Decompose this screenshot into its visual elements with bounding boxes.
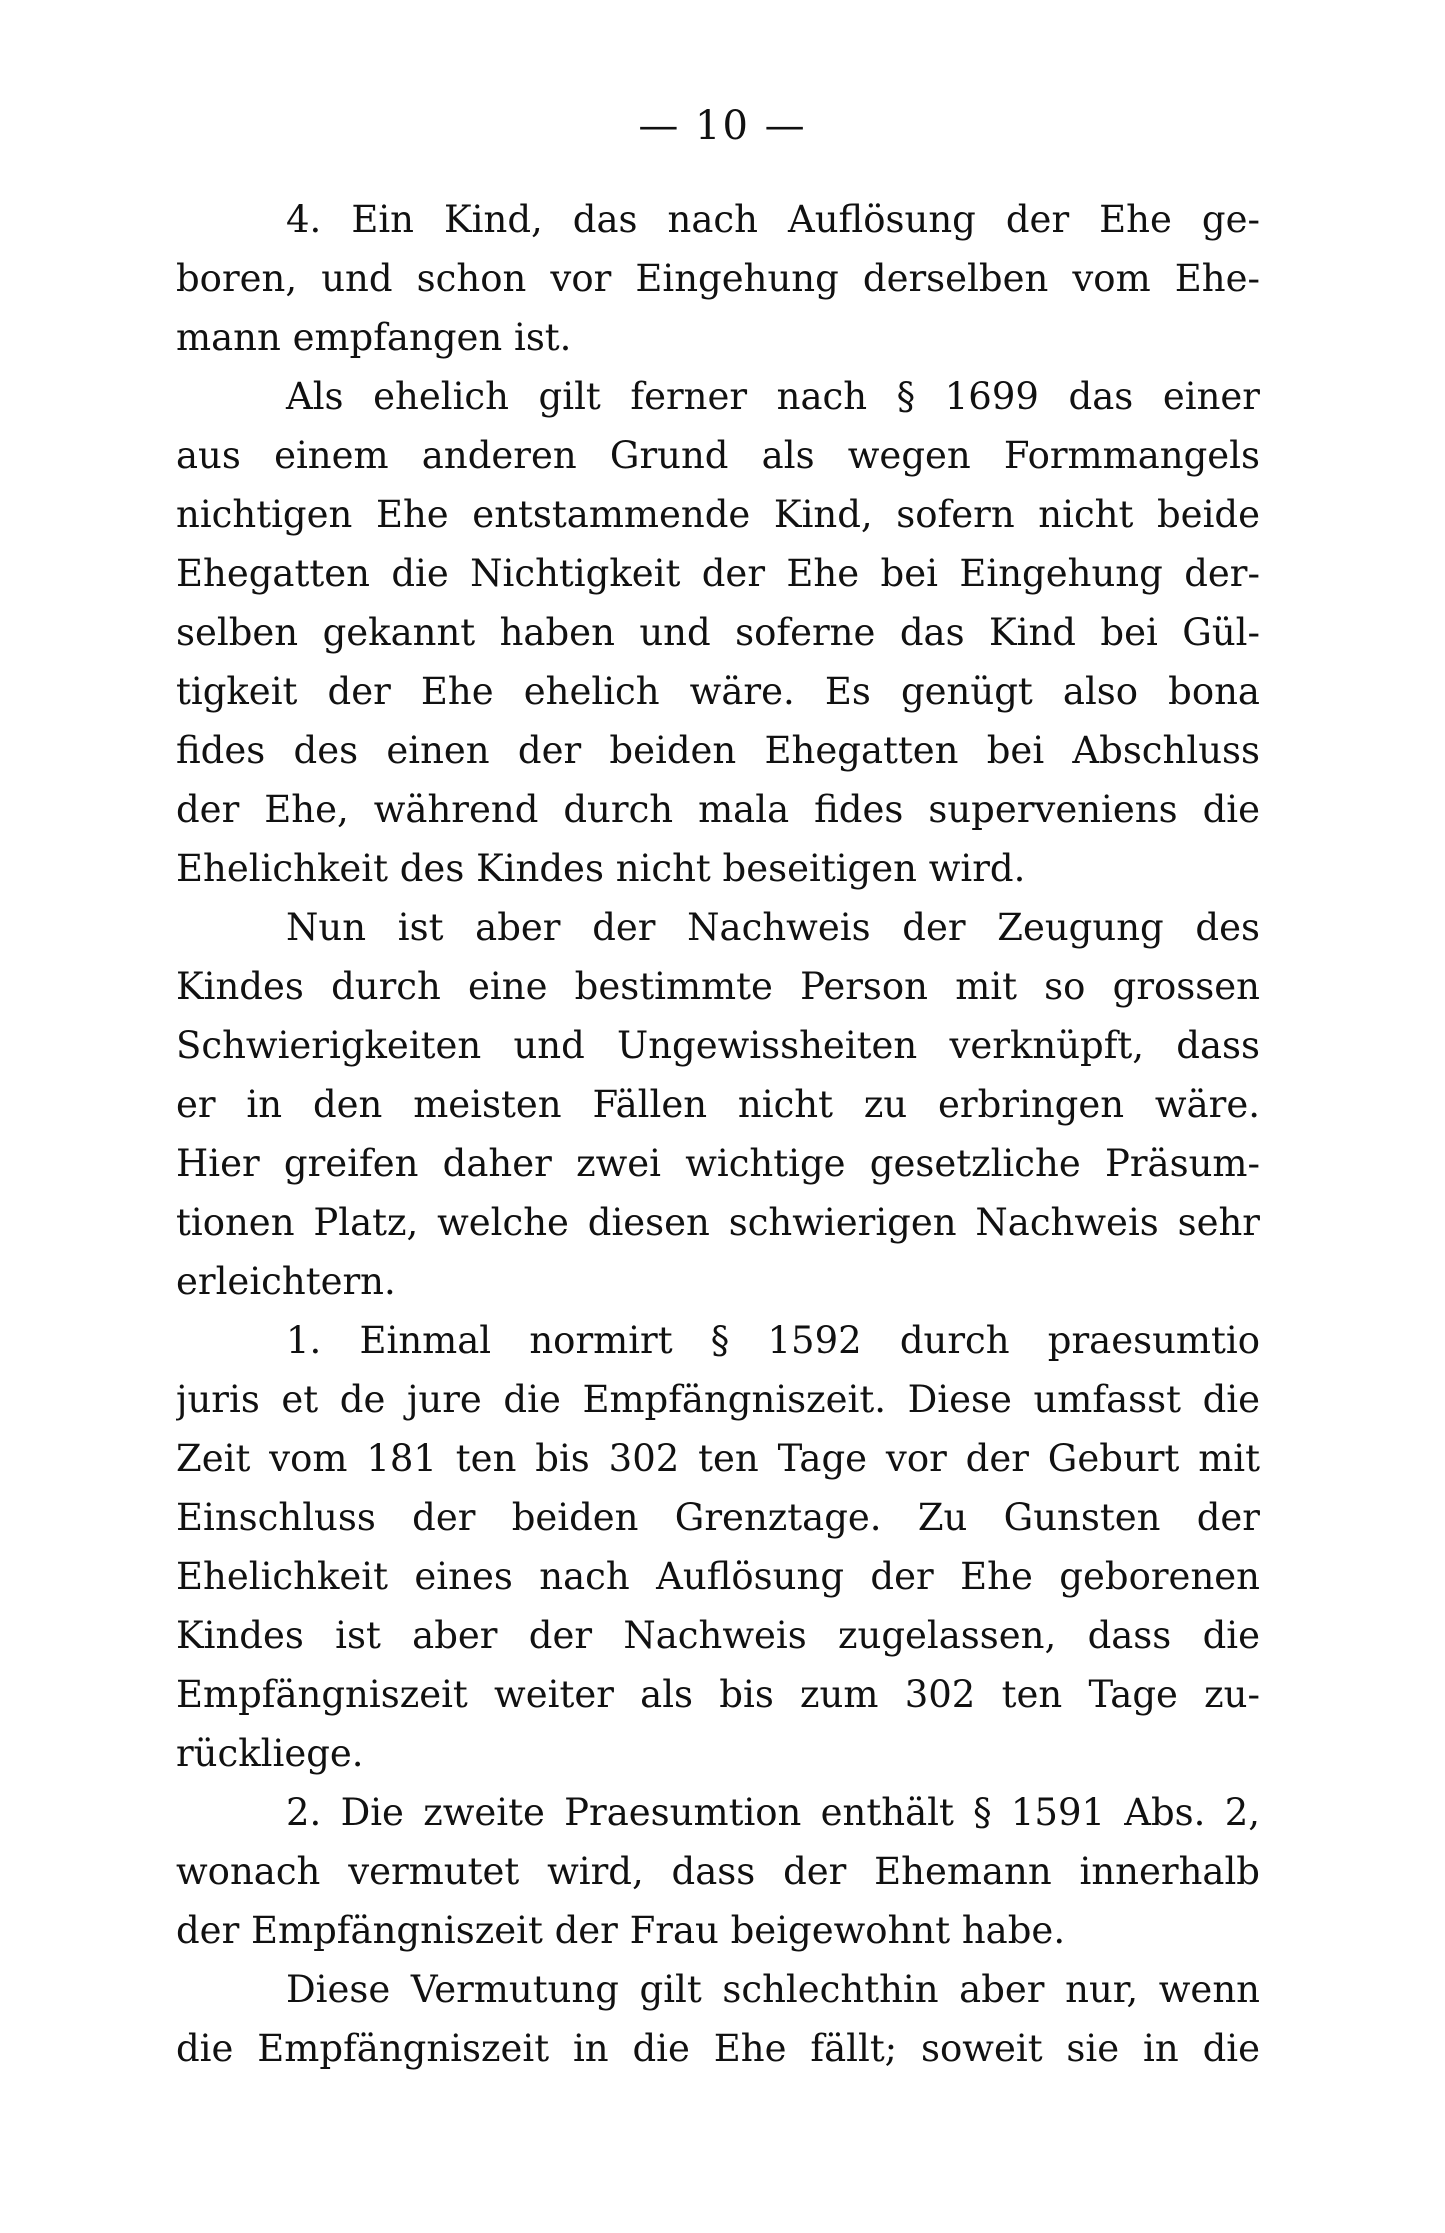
text-line: selben gekannt haben und soferne das Kind bei Gül- xyxy=(176,611,1260,654)
text-line: Empfängniszeit weiter als bis zum 302 ten Tage zu- xyxy=(176,1673,1260,1716)
text-line: der Ehe, während durch mala fides superveniens die xyxy=(176,788,1260,831)
text-line: Einschluss der beiden Grenztage. Zu Gunsten der xyxy=(176,1496,1260,1539)
text-line: tionen Platz, welche diesen schwierigen Nachweis sehr xyxy=(176,1201,1260,1244)
text-line: Diese Vermutung gilt schlechthin aber nur, wenn xyxy=(286,1968,1260,2011)
text-line: Nun ist aber der Nachweis der Zeugung des xyxy=(286,906,1260,949)
text-line: Ehegatten die Nichtigkeit der Ehe bei Eingehung der- xyxy=(176,552,1260,595)
text-line: tigkeit der Ehe ehelich wäre. Es genügt also bona xyxy=(176,670,1260,713)
text-line: der Empfängniszeit der Frau beigewohnt habe. xyxy=(176,1909,1066,1952)
text-line: Hier greifen daher zwei wichtige gesetzliche Präsum- xyxy=(176,1142,1260,1185)
text-line: Schwierigkeiten und Ungewissheiten verknüpft, dass xyxy=(176,1024,1260,1067)
text-line: Kindes durch eine bestimmte Person mit so grossen xyxy=(176,965,1260,1008)
page-number: — 10 — xyxy=(638,103,807,149)
text-line: Kindes ist aber der Nachweis zugelassen, dass die xyxy=(176,1614,1260,1657)
text-line: 4. Ein Kind, das nach Auflösung der Ehe ge- xyxy=(286,198,1260,241)
text-line: nichtigen Ehe entstammende Kind, sofern nicht beide xyxy=(176,493,1260,536)
text-line: wonach vermutet wird, dass der Ehemann innerhalb xyxy=(176,1850,1260,1893)
text-line: fides des einen der beiden Ehegatten bei Abschluss xyxy=(176,729,1260,772)
text-line: Zeit vom 181 ten bis 302 ten Tage vor der Geburt mit xyxy=(176,1437,1260,1480)
text-line: juris et de jure die Empfängniszeit. Diese umfasst die xyxy=(176,1378,1260,1421)
text-line: mann empfangen ist. xyxy=(176,316,572,359)
text-line: die Empfängniszeit in die Ehe fällt; soweit sie in die xyxy=(176,2027,1260,2070)
text-line: er in den meisten Fällen nicht zu erbringen wäre. xyxy=(176,1083,1260,1126)
text-line: erleichtern. xyxy=(176,1260,396,1303)
text-line: Ehelichkeit eines nach Auflösung der Ehe geborenen xyxy=(176,1555,1260,1598)
text-line: 2. Die zweite Praesumtion enthält § 1591 Abs. 2, xyxy=(286,1791,1260,1834)
text-line: Ehelichkeit des Kindes nicht beseitigen wird. xyxy=(176,847,1026,890)
text-line: 1. Einmal normirt § 1592 durch praesumtio xyxy=(286,1319,1260,1362)
text-line: boren, und schon vor Eingehung derselben vom Ehe- xyxy=(176,257,1260,300)
text-line: rückliege. xyxy=(176,1732,364,1775)
text-line: aus einem anderen Grund als wegen Formmangels xyxy=(176,434,1260,477)
body-text xyxy=(176,190,1260,2078)
text-line: Als ehelich gilt ferner nach § 1699 das einer xyxy=(286,375,1260,418)
